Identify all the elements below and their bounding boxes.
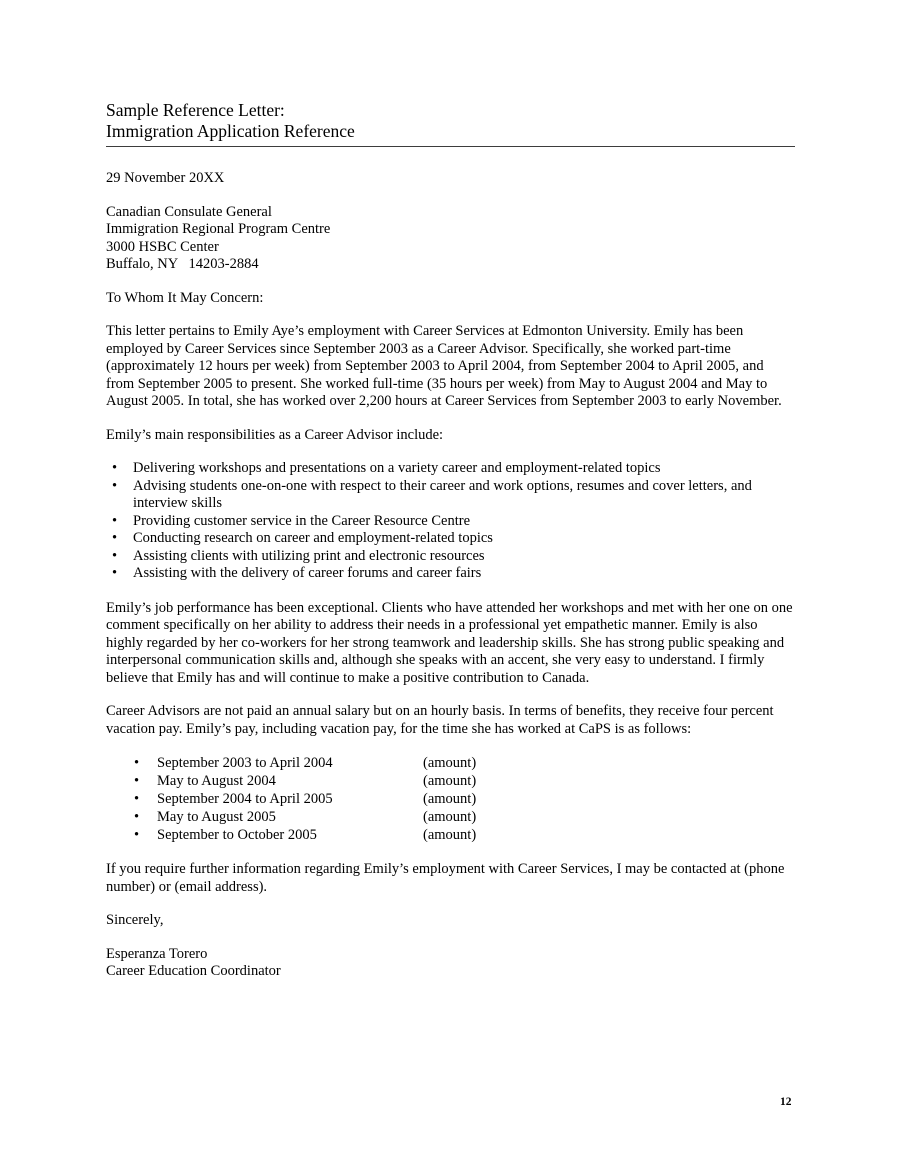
paragraph-pay: Career Advisors are not paid an annual salary but on an hourly basis. In terms of benefits, they receive four percent vacation pay. Emily’s pay, including vacation pay, for the time she has worked at CaPS is as follows:	[106, 703, 774, 737]
salutation: To Whom It May Concern:	[106, 289, 264, 306]
pay-period: September 2003 to April 2004	[157, 755, 333, 771]
pay-amount: (amount)	[423, 773, 477, 789]
letter-header	[106, 100, 795, 147]
page-number: 12	[780, 1096, 792, 1108]
paragraph-contact: If you require further information regarding Emily’s employment with Career Services, I may be contacted at (phone number) or (email address).	[106, 861, 785, 895]
pay-period: September 2004 to April 2005	[157, 791, 333, 807]
paragraph-performance: Emily’s job performance has been exceptional. Clients who have attended her workshops and met with her one on one comment specifically on her ability to address their needs in a professional yet empathetic manner. Emily is also highly regarded by her co-workers for her strong teamwork and leadership skills. She has strong public speaking and interpersonal communication skills and, although she speaks with an accent, she very easy to understand. I firmly believe that Emily has and will continue to make a positive contribution to Canada.	[106, 599, 793, 686]
pay-amount: (amount)	[423, 791, 477, 807]
address-line: Canadian Consulate General	[106, 203, 272, 220]
signature-name: Esperanza Torero	[106, 945, 208, 962]
responsibility-item: • Assisting with the delivery of career forums and career fairs	[106, 565, 795, 583]
signature-block	[106, 946, 795, 981]
responsibility-item: • Advising students one-on-one with respect to their career and work options, resumes and cover letters, and interview skills	[106, 478, 795, 513]
pay-list	[106, 754, 795, 844]
responsibilities-intro: Emily’s main responsibilities as a Career Advisor include:	[106, 426, 444, 443]
pay-amount: (amount)	[423, 827, 477, 843]
pay-amount: (amount)	[423, 755, 477, 771]
address-line: Buffalo, NY 14203-2884	[106, 256, 259, 272]
responsibility-item: • Providing customer service in the Career Resource Centre	[106, 513, 795, 531]
address-line: 3000 HSBC Center	[106, 238, 219, 255]
pay-row	[106, 808, 795, 826]
page-title: Sample Reference Letter:	[106, 100, 285, 120]
pay-row	[106, 754, 795, 772]
pay-row	[106, 826, 795, 844]
page-subtitle: Immigration Application Reference	[106, 120, 355, 141]
responsibility-item: • Delivering workshops and presentations on a variety career and employment-related topics	[106, 460, 795, 478]
signature-title: Career Education Coordinator	[106, 963, 281, 979]
closing: Sincerely,	[106, 912, 164, 928]
letter-date: 29 November 20XX	[106, 170, 225, 186]
pay-period: May to August 2005	[157, 809, 276, 825]
pay-row	[106, 772, 795, 790]
responsibility-item: • Assisting clients with utilizing print and electronic resources	[106, 548, 795, 566]
pay-period: September to October 2005	[157, 827, 317, 843]
responsibilities-list	[106, 460, 795, 583]
recipient-address	[106, 204, 795, 274]
pay-period: May to August 2004	[157, 773, 276, 789]
pay-amount: (amount)	[423, 809, 477, 825]
address-line: Immigration Regional Program Centre	[106, 221, 331, 237]
paragraph-employment: This letter pertains to Emily Aye’s employment with Career Services at Edmonton University. Emily has been employed by Career Services since September 2003 as a Career Advisor. Specifically, she worked part-time (approximately 12 hours per week) from September 2003 to April 2004, from September 2004 to April 2005, and from September 2005 to present. She worked full-time (35 hours per week) from May to August 2004 and May to August 2005. In total, she has worked over 2,200 hours at Career Services from September 2003 to early November.	[106, 323, 782, 409]
pay-row	[106, 790, 795, 808]
responsibility-item: • Conducting research on career and employment-related topics	[106, 530, 795, 548]
